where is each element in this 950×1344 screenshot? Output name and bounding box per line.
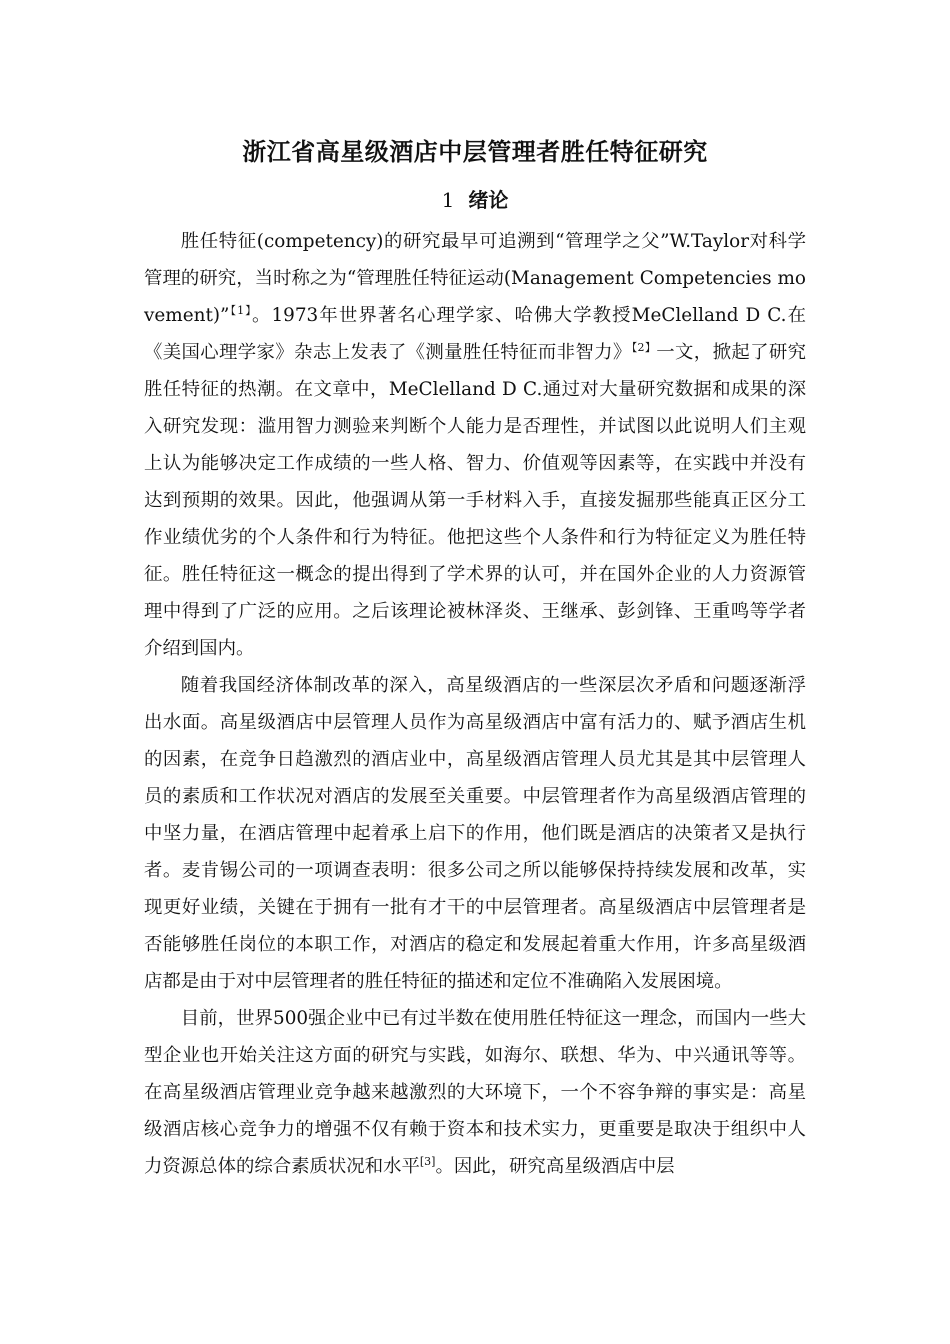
paragraph-text: 。1973年世界著名心理学家、哈佛大学教授MeClelland D C.在《美国心理学家》杂志上发表了《测量胜任特征而非智力》 xyxy=(144,305,807,363)
paragraph-text: 一文，掀起了研究胜任特征的热潮。在文章中，MeClelland D C.通过对大量研究数据和成果的深入研究发现：滥用智力测验来判断个人能力是否理性，并试图以此说明人们主观上认为能够决定工作成绩的一些人格、智力、价值观等因素等，在实践中并没有达到预期的效果。因此，他强调从第一手材料入手，直接发掘那些能真正区分工作业绩优劣的个人条件和行为特征。他把这些个人条件和行为特征定义为胜任特征。胜任特征这一概念的提出得到了学术界的认可，并在国外企业的人力资源管理中得到了广泛的应用。之后该理论被林泽炎、王继承、彭剑锋、王重鸣等学者介绍到国内。 xyxy=(144,342,806,659)
citation-marker: [3] xyxy=(419,1154,436,1168)
paragraph xyxy=(144,223,806,667)
paragraph xyxy=(144,667,806,1000)
citation-marker: 【2】 xyxy=(631,340,657,354)
paragraph-text: 随着我国经济体制改革的深入，高星级酒店的一些深层次矛盾和问题逐渐浮出水面。高星级酒店中层管理人员作为高星级酒店中富有活力的、赋予酒店生机的因素，在竞争日趋激烈的酒店业中，高星级酒店管理人员尤其是其中层管理人员的素质和工作状况对酒店的发展至关重要。中层管理者作为高星级酒店管理的中坚力量，在酒店管理中起着承上启下的作用，他们既是酒店的决策者又是执行者。麦肯锡公司的一项调查表明：很多公司之所以能够保持持续发展和改革，实现更好业绩，关键在于拥有一批有才干的中层管理者。高星级酒店中层管理者是否能够胜任岗位的本职工作，对酒店的稳定和发展起着重大作用，许多高星级酒店都是由于对中层管理者的胜任特征的描述和定位不准确陷入发展困境。 xyxy=(144,675,806,992)
paragraph-text: 。因此，研究高星级酒店中层 xyxy=(435,1156,675,1177)
section-number: 1 xyxy=(441,188,455,212)
body-text xyxy=(144,223,806,1185)
paragraph-text: 目前，世界500强企业中已有过半数在使用胜任特征这一理念，而国内一些大型企业也开始关注这方面的研究与实践，如海尔、联想、华为、中兴通讯等等。在高星级酒店管理业竞争越来越激烈的大环境下，一个不容争辩的事实是：高星级酒店核心竞争力的增强不仅有赖于资本和技术实力，更重要是取决于组织中人力资源总体的综合素质状况和水平 xyxy=(144,1008,806,1177)
section-heading xyxy=(0,182,950,218)
citation-marker: 【1】 xyxy=(229,303,252,317)
paragraph xyxy=(144,1000,806,1185)
section-title: 绪论 xyxy=(468,188,509,212)
document-title: 浙江省高星级酒店中层管理者胜任特征研究 xyxy=(242,137,708,166)
paragraph-text: 胜任特征(competency)的研究最早可追溯到“管理学之父”W.Taylor对科学管理的研究，当时称之为“管理胜任特征运动(Management Competencies movement)” xyxy=(144,231,806,326)
